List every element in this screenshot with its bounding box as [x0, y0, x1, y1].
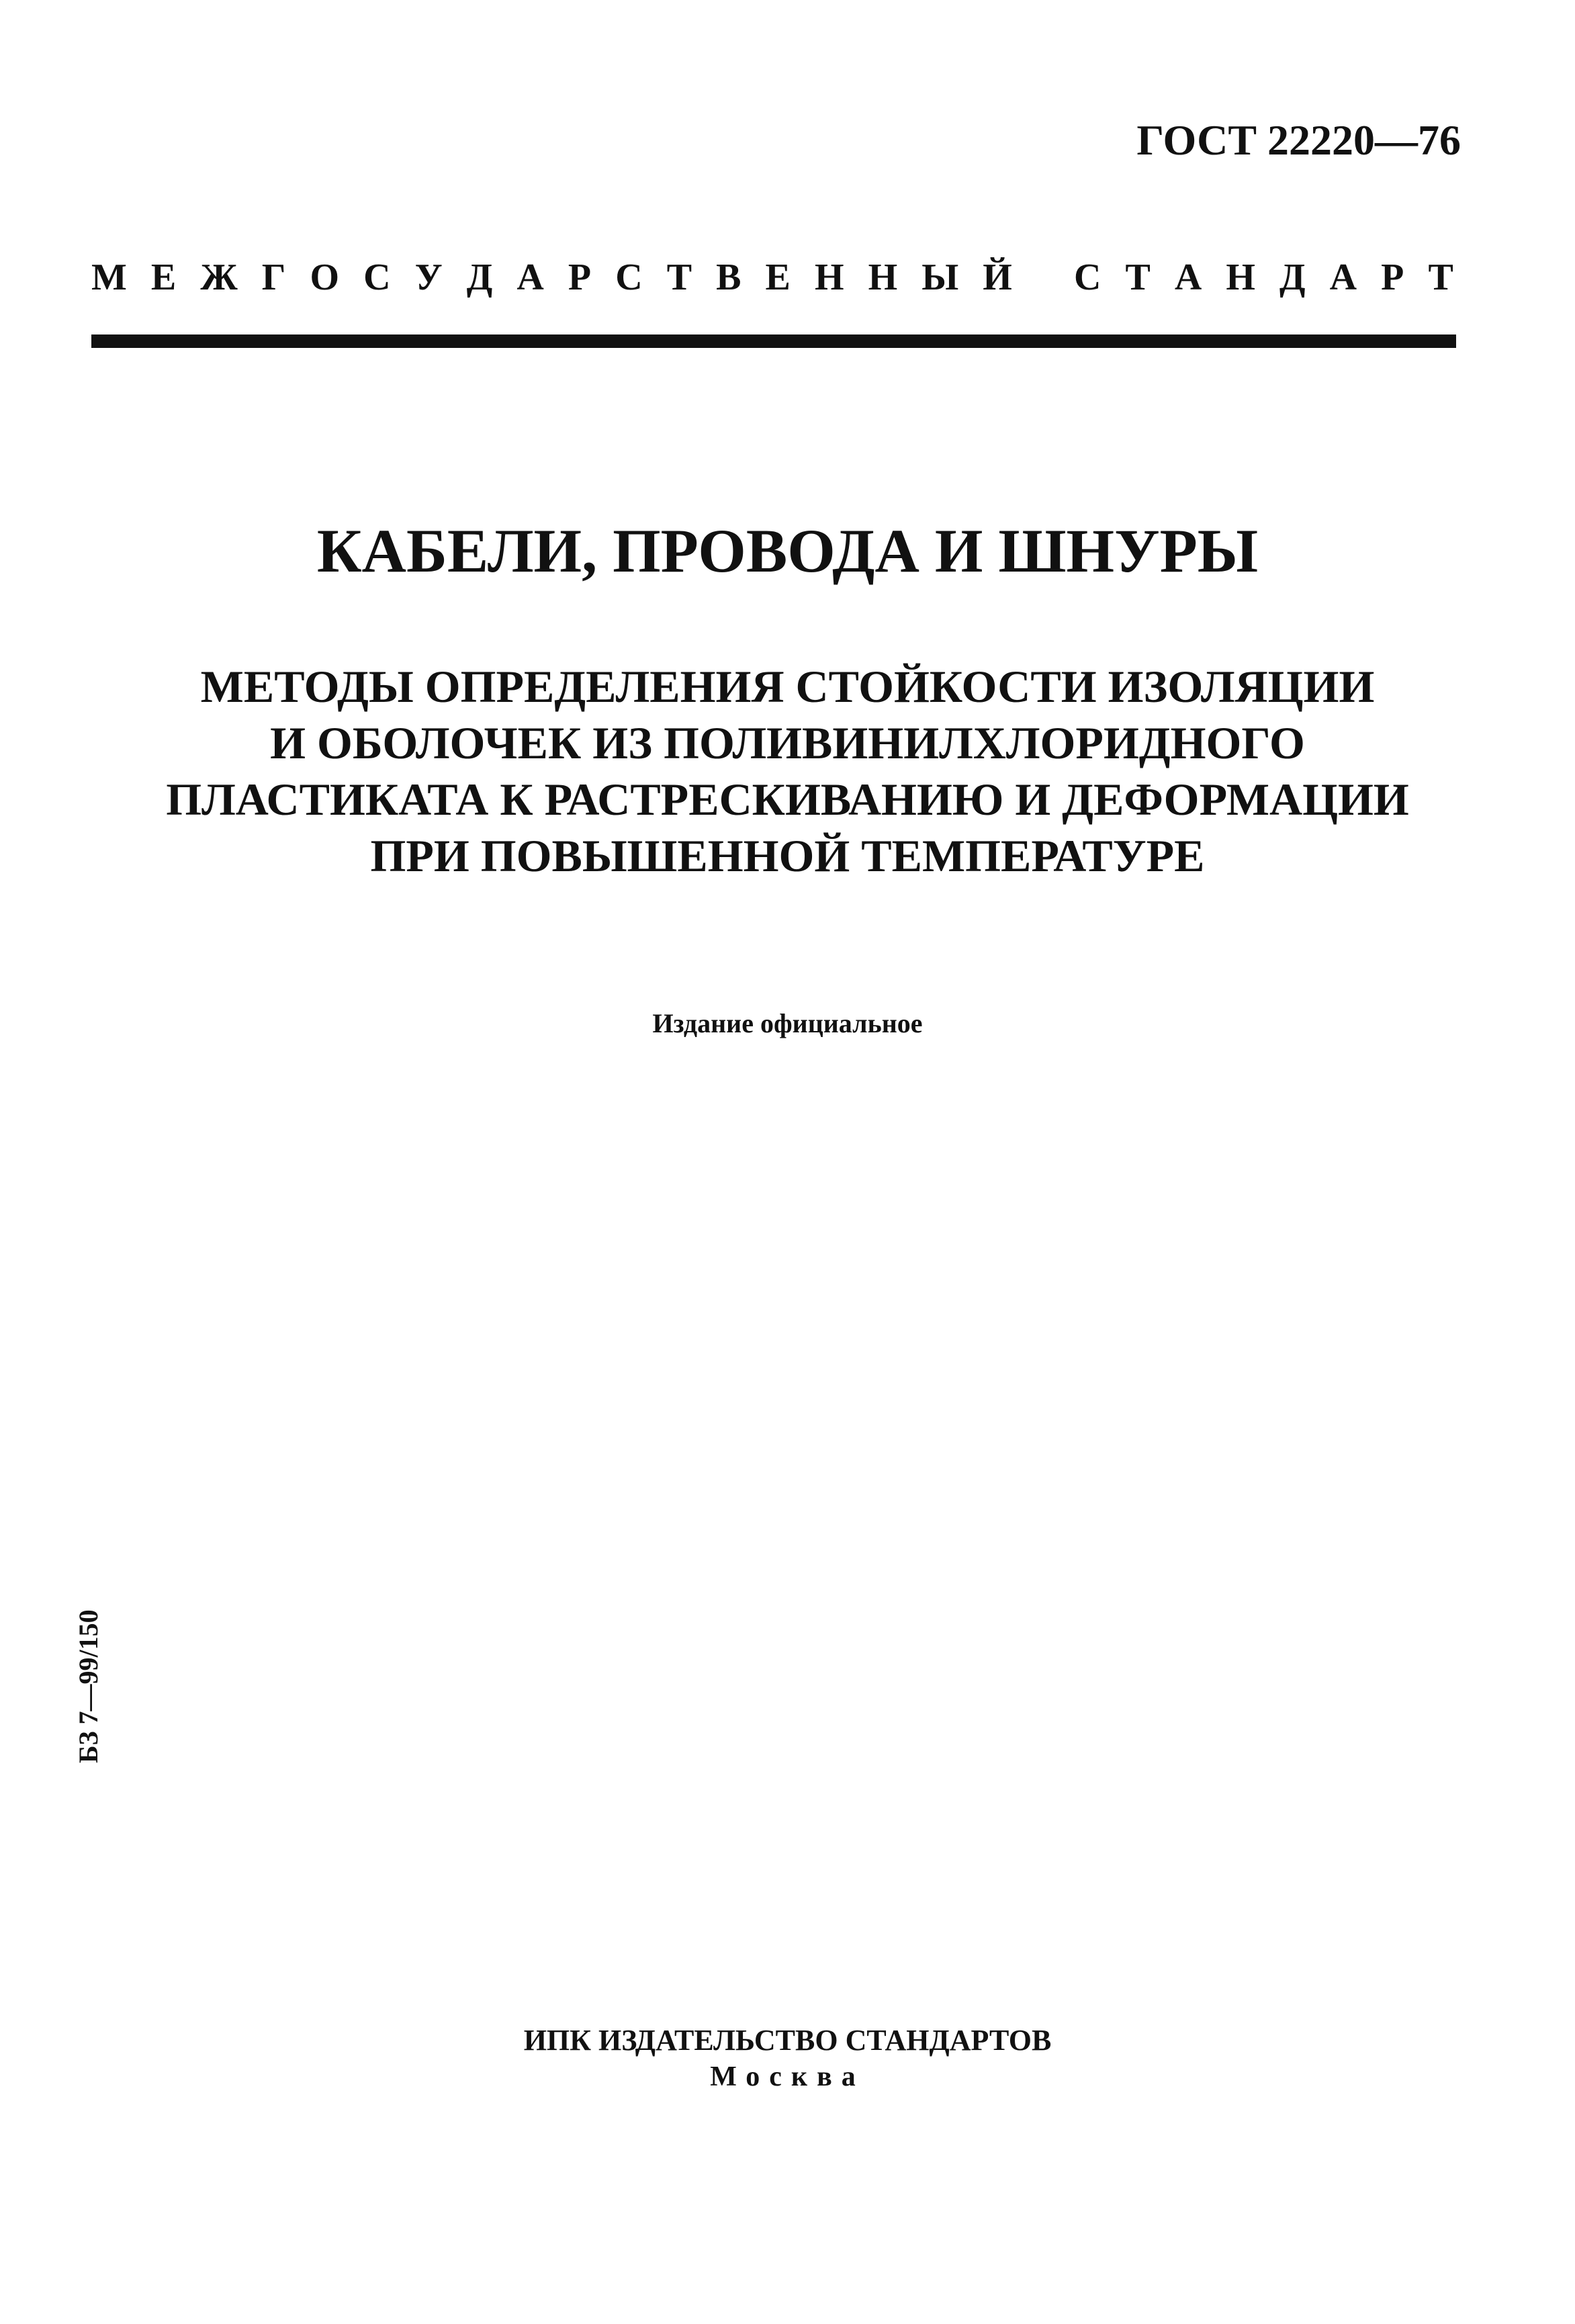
standard-type-letter: Ы — [921, 257, 959, 298]
standard-type-letter: Е — [765, 257, 791, 298]
main-title: КАБЕЛИ, ПРОВОДА И ШНУРЫ — [316, 517, 1259, 585]
standard-type-letter: Е — [150, 257, 177, 298]
standard-type-letter: Д — [1279, 257, 1306, 298]
standard-type-letter: Р — [1381, 257, 1404, 298]
subtitle-line: МЕТОДЫ ОПРЕДЕЛЕНИЯ СТОЙКОСТИ ИЗОЛЯЦИИ — [200, 661, 1375, 712]
standard-type-letter: Н — [1226, 257, 1255, 298]
standard-type-letter: А — [1174, 257, 1202, 298]
standard-type-letter: Д — [466, 257, 493, 298]
standard-type-letter: С — [615, 257, 643, 298]
heading-rule — [91, 334, 1456, 348]
subtitle — [0, 658, 1575, 884]
word-gap — [1036, 259, 1050, 296]
standard-type-letter: А — [516, 257, 544, 298]
standard-type-letter: Т — [1428, 257, 1453, 298]
standard-type-heading — [91, 259, 1453, 296]
subtitle-line: И ОБОЛОЧЕК ИЗ ПОЛИВИНИЛХЛОРИДНОГО — [270, 717, 1305, 768]
standard-type-letter: У — [414, 257, 443, 298]
standard-type-letter: Т — [666, 257, 692, 298]
standard-type-letter: О — [310, 257, 340, 298]
standard-type-letter: Й — [983, 257, 1012, 298]
subtitle-line: ПЛАСТИКАТА К РАСТРЕСКИВАНИЮ И ДЕФОРМАЦИИ — [166, 774, 1409, 825]
standard-type-letter: Н — [868, 257, 898, 298]
standard-type-letter: Ж — [200, 257, 238, 298]
gost-number: ГОСТ 22220—76 — [1136, 116, 1461, 164]
standard-type-letter: А — [1329, 257, 1357, 298]
subtitle-line: ПРИ ПОВЫШЕННОЙ ТЕМПЕРАТУРЕ — [370, 830, 1205, 881]
publisher-name: ИПК ИЗДАТЕЛЬСТВО СТАНДАРТОВ — [523, 2024, 1052, 2057]
standard-type-letter: Т — [1125, 257, 1151, 298]
standard-type-letter: Р — [568, 257, 592, 298]
edition-note: Издание официальное — [652, 1008, 923, 1038]
side-code: БЗ 7—99/150 — [73, 1609, 103, 1763]
standard-type-letter: В — [716, 257, 741, 298]
standard-type-letter: С — [1073, 257, 1101, 298]
standard-type-letter: Н — [814, 257, 844, 298]
standard-type-letter: Г — [261, 257, 286, 298]
publisher-city: Москва — [710, 2061, 865, 2092]
standard-type-letter: М — [91, 257, 127, 298]
standard-type-letter: С — [363, 257, 391, 298]
